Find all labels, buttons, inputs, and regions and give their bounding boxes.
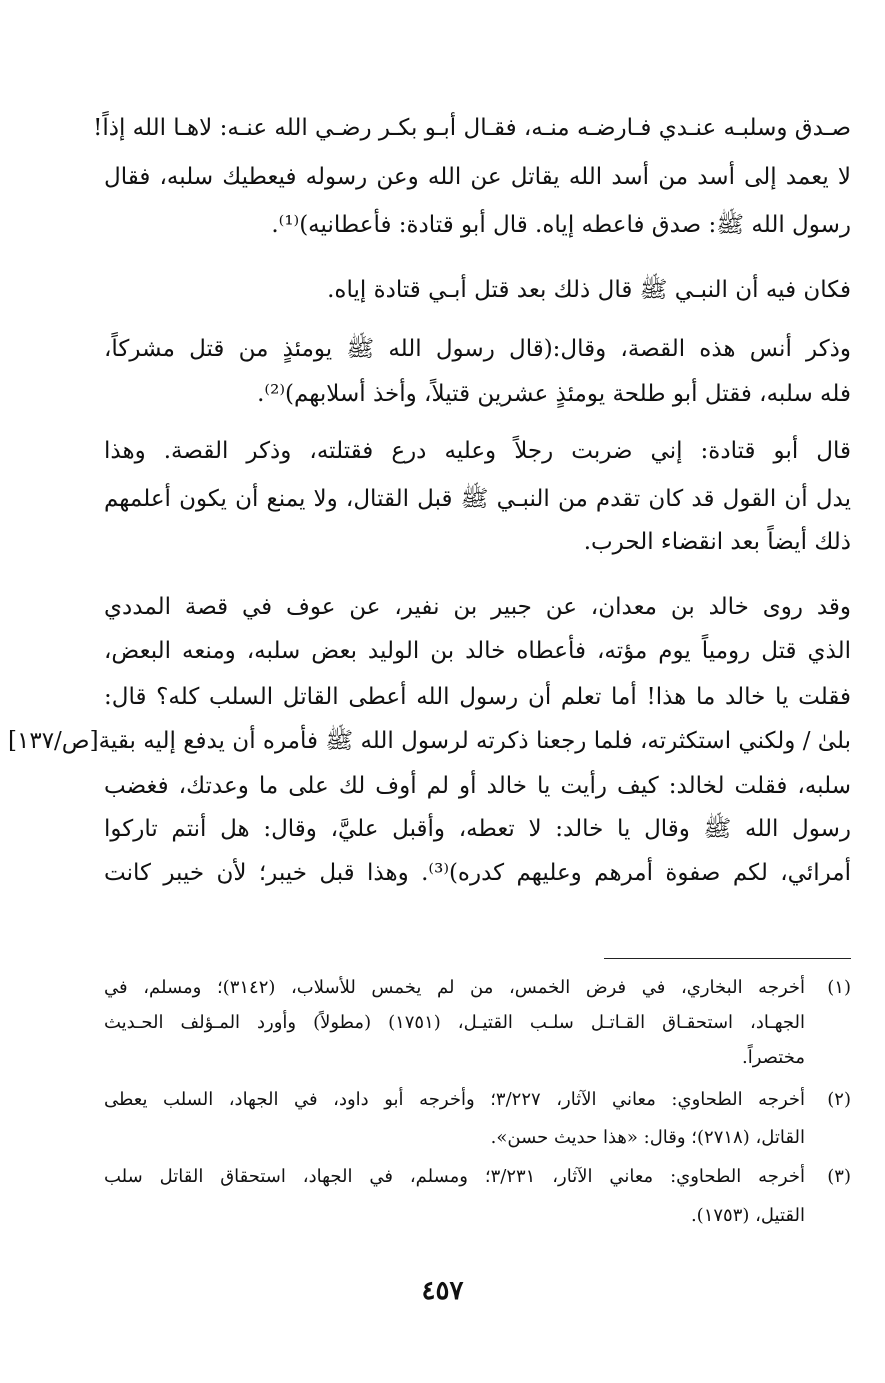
footnote-divider bbox=[604, 958, 851, 959]
body-line: صـدق وسلبـه عنـدي فـارضـه منـه، فقـال أبـو بكـر رضـي الله عنـه: لاهـا الله إذاً! bbox=[93, 115, 851, 141]
body-line: ذلك أيضاً بعد انقضاء الحرب. bbox=[583, 529, 851, 555]
body-line: يدل أن القول قد كان تقدم من النبـي ﷺ قبل القتال، ولا يمنع أن يكون أعلمهم bbox=[104, 486, 851, 512]
body-line: بلىٰ / ولكني استكثرته، فلما رجعنا ذكرته لرسول الله ﷺ فأمره أن يدفع إليه بقية[ص/١٣٧] bbox=[8, 728, 851, 754]
footnote-line: أخرجه الطحاوي: معاني الآثار، ٣/٢٣١؛ ومسلم، في الجهاد، استحقاق القاتل سلب bbox=[104, 1166, 805, 1187]
body-line: رسول الله ﷺ: صدق فاعطه إياه. قال أبو قتادة: فأعطانيه)⁽¹⁾. bbox=[271, 212, 851, 238]
footnote-line: أخرجه البخاري، في فرض الخمس، من لم يخمس للأسلاب، (٣١٤٢)؛ ومسلم، في bbox=[104, 977, 806, 998]
footnote-line: القاتل، (٢٧١٨)؛ وقال: «هذا حديث حسن». bbox=[490, 1127, 805, 1148]
body-line: وقد روى خالد بن معدان، عن جبير بن نفير، عن عوف في قصة المددي bbox=[104, 594, 851, 620]
body-line: فقلت يا خالد ما هذا! أما تعلم أن رسول الله أعطى القاتل السلب كله؟ قال: bbox=[104, 684, 851, 710]
body-line: الذي قتل رومياً يوم مؤته، فأعطاه خالد بن الوليد بعض سلبه، ومنعه البعض، bbox=[104, 638, 851, 664]
body-line: فكان فيه أن النبـي ﷺ قال ذلك بعد قتل أبـي قتادة إياه. bbox=[327, 277, 851, 303]
body-line: قال أبو قتادة: إني ضربت رجلاً وعليه درع فقتلته، وذكر القصة. وهذا bbox=[104, 438, 851, 464]
footnote-line: الجهـاد، استحقـاق القـاتـل سلـب القتيـل، (١٧٥١) (مطولاً) وأورد المـؤلف الحـديث bbox=[104, 1012, 805, 1033]
footnote-number: (١) bbox=[827, 977, 851, 998]
footnote-line: مختصراً. bbox=[742, 1047, 805, 1068]
body-line: أمرائي، لكم صفوة أمرهم وعليهم كدره)⁽³⁾. وهذا قبل خيبر؛ لأن خيبر كانت bbox=[104, 860, 851, 886]
body-line: لا يعمد إلى أسد من أسد الله يقاتل عن الله وعن رسوله فيعطيك سلبه، فقال bbox=[104, 164, 851, 190]
footnote-line: أخرجه الطحاوي: معاني الآثار، ٣/٢٢٧؛ وأخرجه أبو داود، في الجهاد، السلب يعطى bbox=[104, 1089, 805, 1110]
body-line: سلبه، فقلت لخالد: كيف رأيت يا خالد أو لم أوف لك على ما وعدتك، فغضب bbox=[104, 773, 851, 799]
footnote-number: (٢) bbox=[827, 1089, 851, 1110]
footnote-number: (٣) bbox=[827, 1166, 851, 1187]
footnote-line: القتيل، (١٧٥٣). bbox=[690, 1205, 805, 1226]
body-line: فله سلبه، فقتل أبو طلحة يومئذٍ عشرين قتيلاً، وأخذ أسلابهم)⁽²⁾. bbox=[257, 381, 851, 407]
body-line: رسول الله ﷺ وقال يا خالد: لا تعطه، وأقبل عليَّ، وقال: هل أنتم تاركوا bbox=[104, 816, 851, 842]
page-number: ٤٥٧ bbox=[421, 1276, 464, 1306]
body-line: وذكر أنس هذه القصة، وقال:(قال رسول الله ﷺ يومئذٍ من قتل مشركاً، bbox=[104, 336, 851, 362]
